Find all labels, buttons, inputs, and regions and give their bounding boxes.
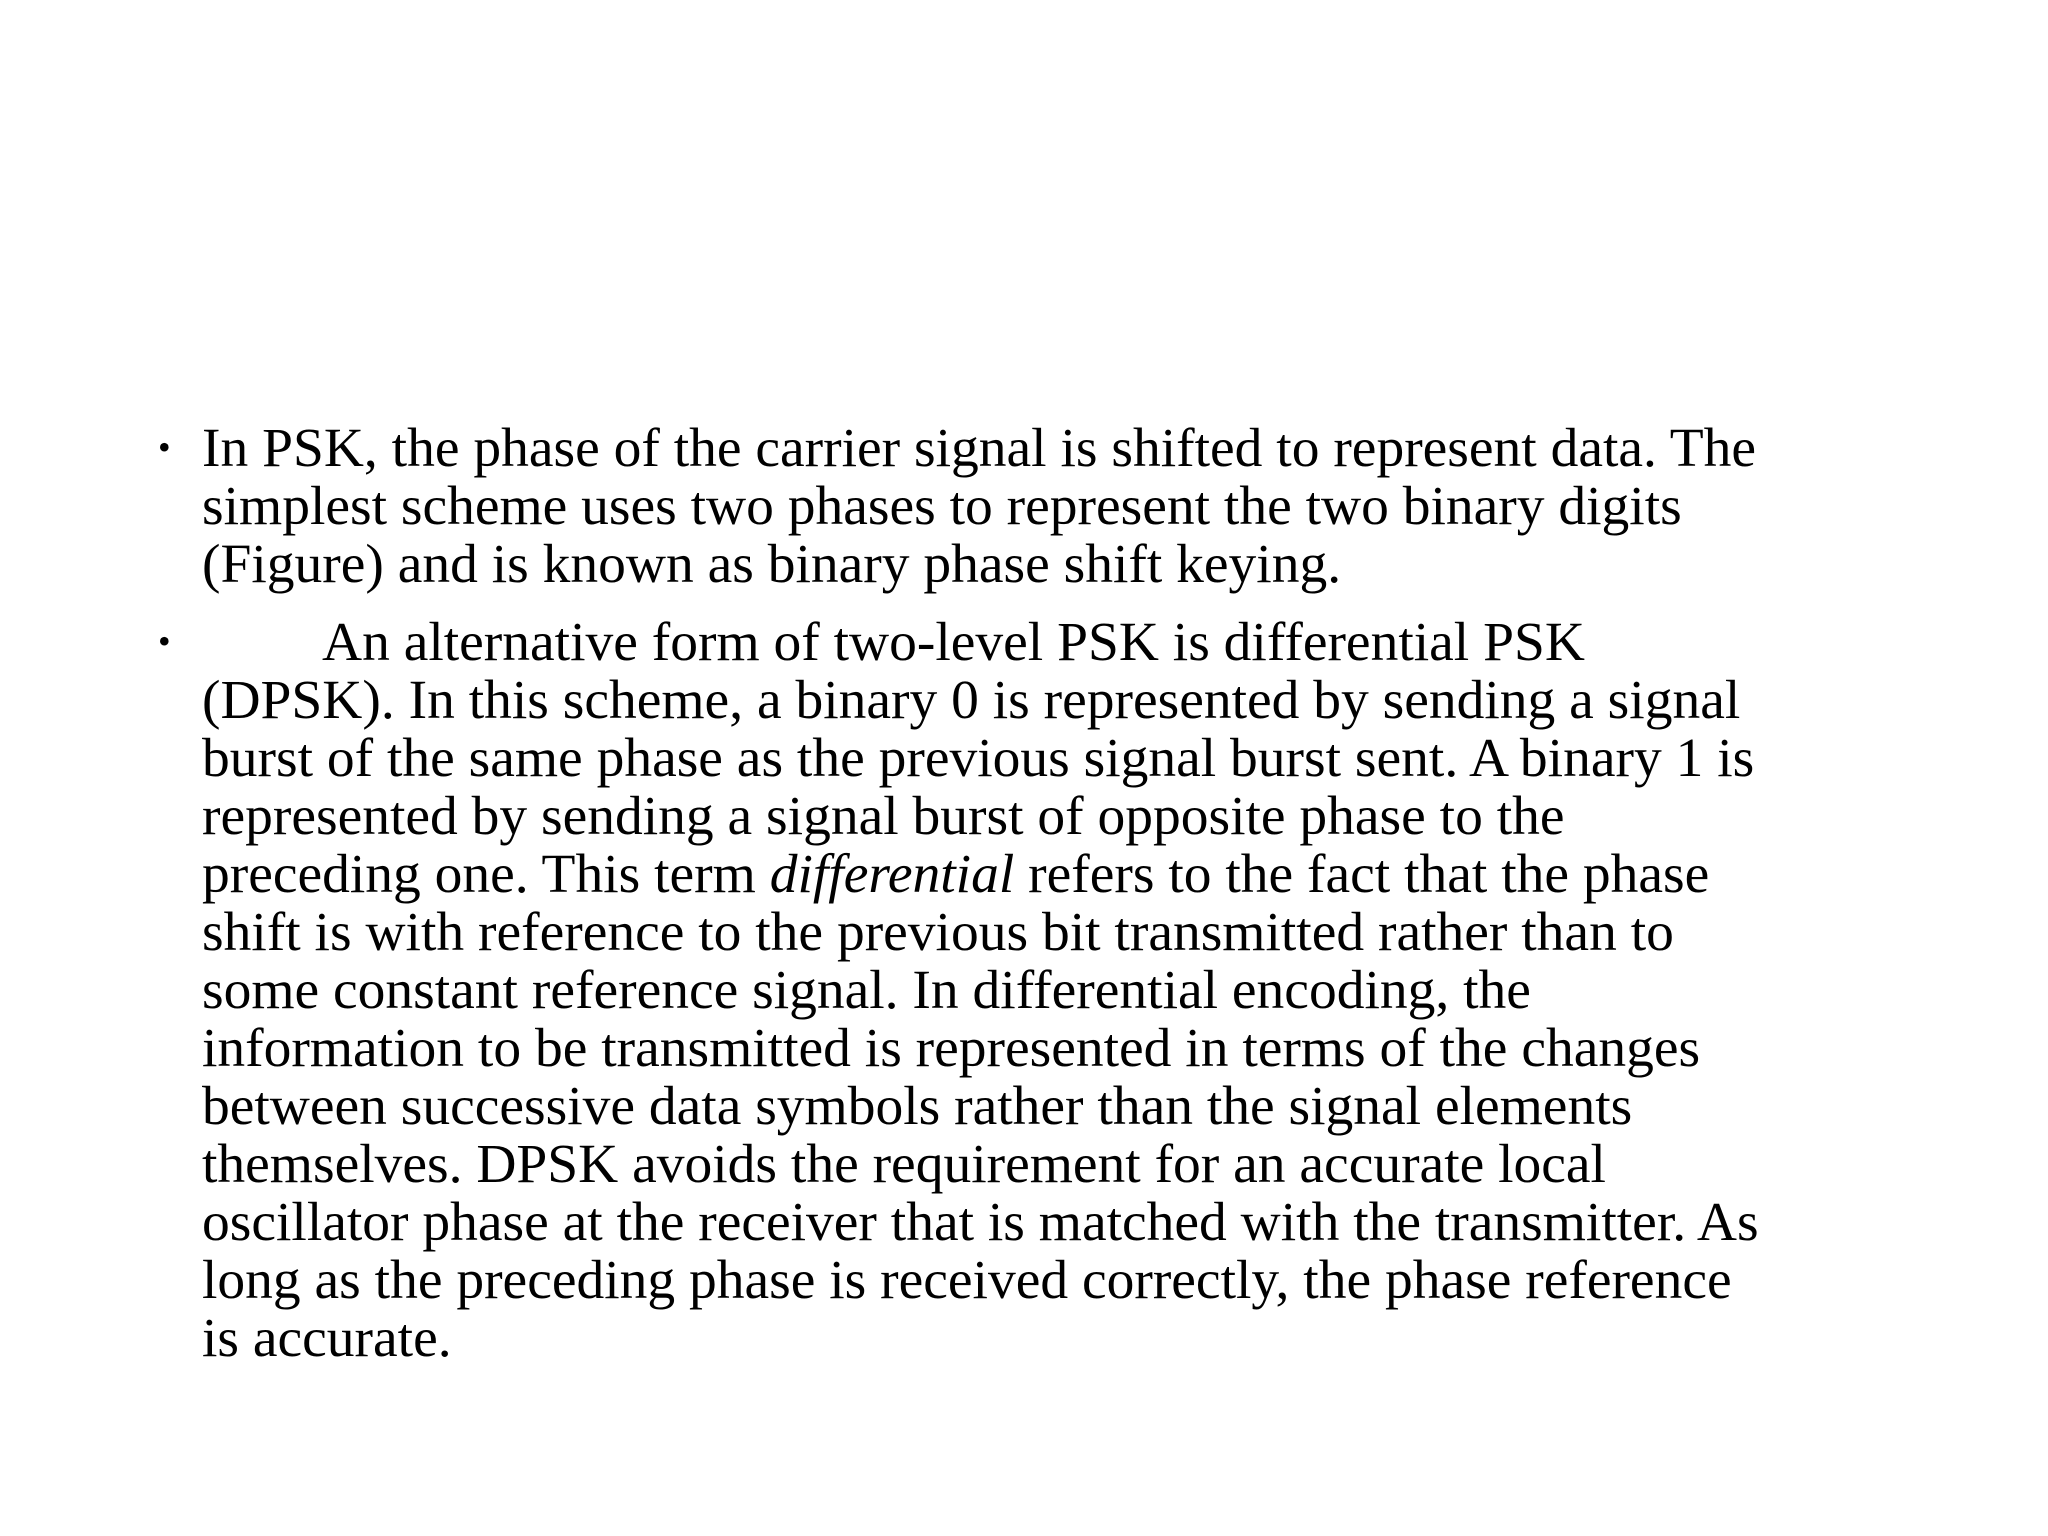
bullet-2-line-4: represented by sending a signal burst of opposite phase to the [202, 786, 1565, 847]
bullet-2-line-12: long as the preceding phase is received correctly, the phase reference [202, 1250, 1732, 1311]
bullet-2-line-2: (DPSK). In this scheme, a binary 0 is represented by sending a signal [202, 670, 1741, 731]
bullet-2-line-5 [202, 846, 1918, 904]
bullet-2-line-8: information to be transmitted is represented in terms of the changes [202, 1018, 1701, 1079]
bullet-2-line-9: between successive data symbols rather than the signal elements [202, 1076, 1633, 1137]
slide-body [158, 420, 1918, 1368]
bullet-2-line-7: some constant reference signal. In differential encoding, the [202, 960, 1531, 1021]
bullet-2-line-5-tail: refers to the fact that the phase [1014, 844, 1710, 905]
bullet-2-line-1 [202, 614, 1918, 672]
bullet-dpsk [158, 614, 1918, 1368]
bullet-2-line-13: is accurate. [202, 1308, 452, 1369]
bullet-2-line-5-head: preceding one. This term [202, 844, 770, 905]
italic-term-differential: differential [769, 844, 1015, 905]
bullet-icon: • [158, 621, 171, 661]
bullet-2-line-6: shift is with reference to the previous bit transmitted rather than to [202, 902, 1674, 963]
bullet-icon: • [158, 427, 171, 467]
bullet-2-line-1-text: An alternative form of two-level PSK is differential PSK [322, 612, 1585, 673]
bullet-1-line-3: (Figure) and is known as binary phase shift keying. [202, 534, 1342, 595]
bullet-1-line-2: simplest scheme uses two phases to represent the two binary digits [202, 476, 1682, 537]
bullet-2-line-11: oscillator phase at the receiver that is matched with the transmitter. As [202, 1192, 1759, 1253]
bullet-2-line-10: themselves. DPSK avoids the requirement for an accurate local [202, 1134, 1606, 1195]
bullet-1-line-1: In PSK, the phase of the carrier signal is shifted to represent data. The [202, 418, 1757, 479]
bullet-2-line-3: burst of the same phase as the previous signal burst sent. A binary 1 is [202, 728, 1755, 789]
bullet-psk [158, 420, 1918, 594]
